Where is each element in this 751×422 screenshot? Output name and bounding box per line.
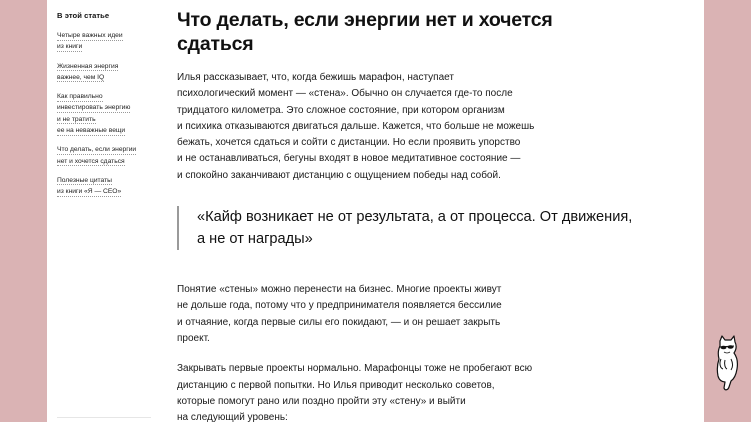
toc-divider — [57, 417, 151, 418]
toc-item-quotes[interactable]: Полезные цитаты из книги «Я — CEO» — [57, 176, 122, 196]
article-content — [177, 8, 697, 422]
article-page — [47, 0, 704, 422]
section-title: Что делать, если энергии нет и хочется сдаться — [177, 9, 553, 55]
toc-item-no-energy[interactable]: Что делать, если энергии нет и хочется сдаться — [57, 146, 137, 165]
cat-with-sunglasses-icon — [704, 335, 751, 395]
toc-title: В этой статье — [57, 11, 110, 20]
pull-quote: «Кайф возникает не от результата, а от процесса. От движения, а не от награды» — [177, 206, 697, 250]
toc-item-four-ideas[interactable]: Четыре важных идеи из книги — [57, 32, 123, 51]
table-of-contents — [57, 11, 167, 206]
paragraph-business-wall: Понятие «стены» можно перенести на бизнес. Многие проекты живут не дольше года, потому что у предпринимателя появляется бессилие и отчаяние, когда первые силы его покидают, — и он решает закрыть проект. — [177, 284, 502, 344]
paragraph-marathon-wall: Илья рассказывает, что, когда бежишь марафон, наступает психологический момент — «стена». Обычно он случается где-то после тридцатого километра. Это сложное состояние, при котором организм и психика отказываются двигаться дальше. Кажется, что больше не можешь бежать, хочется сдаться и сойти с дистанции. Но если проявить упорство и не останавливаться, бегуны входят в новое медитативное состояние — и спокойно заканчивают дистанцию с ощущением победы над собой. — [177, 72, 535, 181]
toc-item-life-energy[interactable]: Жизненная энергия важнее, чем IQ — [57, 62, 119, 81]
toc-item-invest-energy[interactable]: Как правильно инвестировать энергию и не тратить ее на неважные вещи — [57, 93, 131, 135]
paragraph-advice-intro: Закрывать первые проекты нормально. Марафонцы тоже не пробегают всю дистанцию с первой попытки. Но Илья приводит несколько советов, которые помогут рано или поздно пройти эту «стену» и выйти на следующий уровень: — [177, 363, 533, 422]
